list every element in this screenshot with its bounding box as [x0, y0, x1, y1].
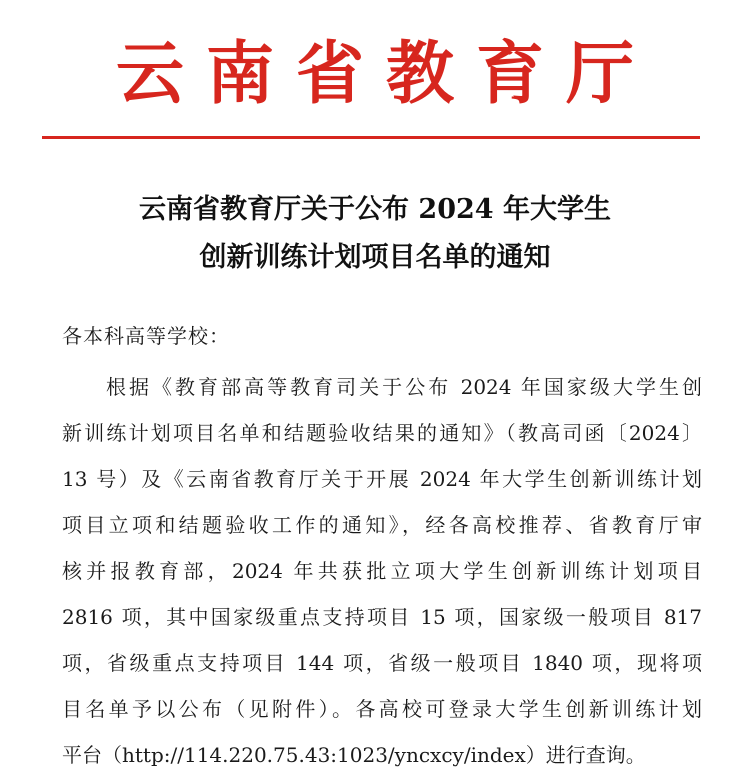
body-line: 核并报教育部，2024 年共获批立项大学生创新训练计划项目 — [62, 559, 702, 583]
document-title-line-1: 云南省教育厅关于公布 2024 年大学生 — [139, 194, 611, 225]
body-line: 根据《教育部高等教育司关于公布 2024 年国家级大学生创 — [106, 375, 702, 399]
red-header-rule — [42, 136, 700, 139]
issuer-masthead: 云南省教育厅 — [115, 34, 656, 114]
body-line: 项目立项和结题验收工作的通知》，经各高校推荐、省教育厅审 — [62, 513, 702, 537]
body-line: 13 号）及《云南省教育厅关于开展 2024 年大学生创新训练计划 — [62, 467, 702, 491]
salutation: 各本科高等学校： — [62, 324, 230, 348]
document-title-line-2: 创新训练计划项目名单的通知 — [199, 242, 551, 273]
body-line: 新训练计划项目名单和结题验收结果的通知》（教高司函〔2024〕 — [62, 421, 702, 445]
body-line: 平台（http://114.220.75.43:1023/yncxcy/index）进行查询。 — [62, 743, 646, 767]
body-line: 目名单予以公布（见附件）。各高校可登录大学生创新训练计划 — [62, 697, 702, 721]
body-line: 项，省级重点支持项目 144 项，省级一般项目 1840 项，现将项 — [62, 651, 702, 675]
body-line: 2816 项，其中国家级重点支持项目 15 项，国家级一般项目 817 — [62, 605, 702, 629]
body-paragraph — [62, 364, 702, 778]
